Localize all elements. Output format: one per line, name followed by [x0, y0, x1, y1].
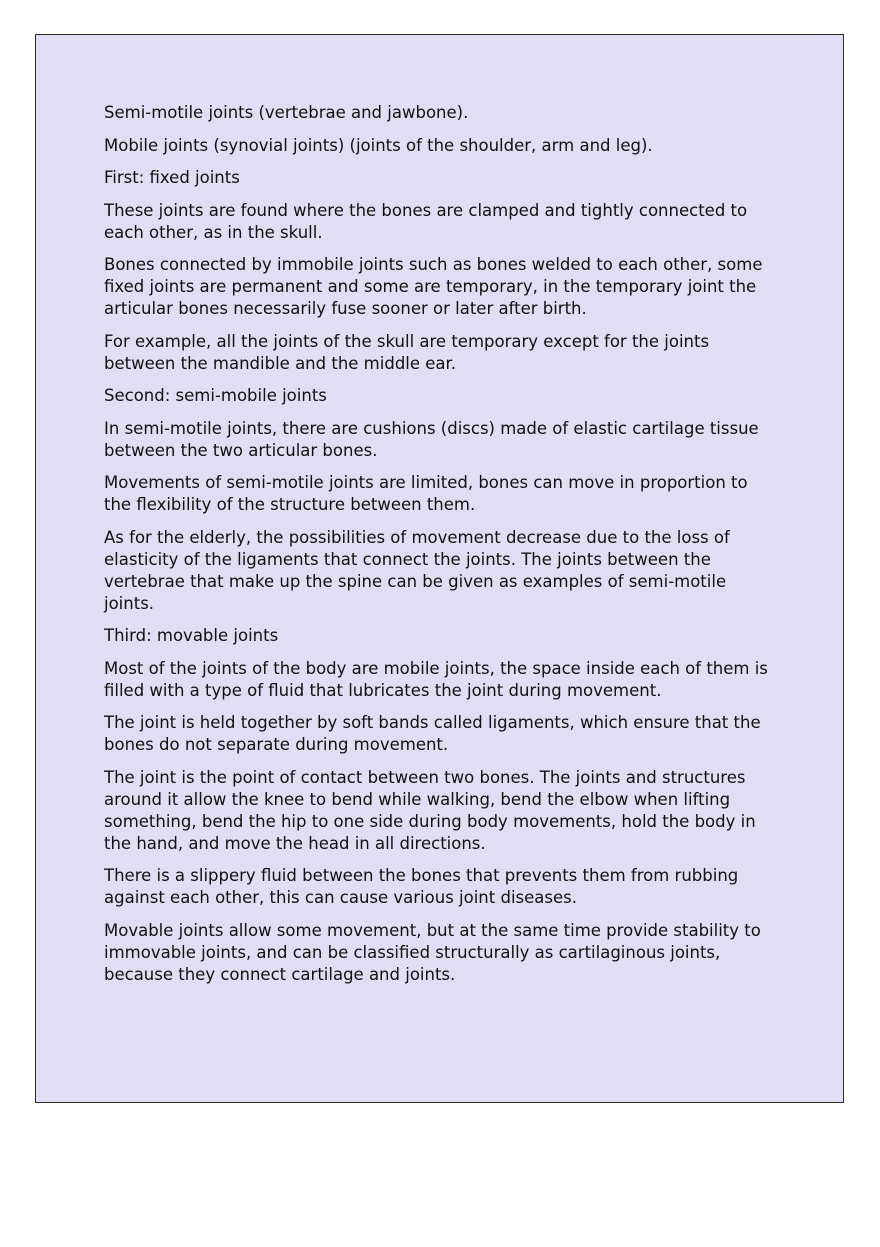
- paragraph-semi-motile-movement: Movements of semi-motile joints are limited, bones can move in proportion to the flexibility of the structure between them.: [104, 473, 748, 514]
- paragraph-fixed-description: These joints are found where the bones are clamped and tightly connected to each other, as in the skull.: [104, 200, 748, 242]
- heading-movable-joints: Third: movable joints: [104, 626, 279, 645]
- paragraph-mobile-fluid: Most of the joints of the body are mobile joints, the space inside each of them is filled with a type of fluid that lubricates the joint during movement.: [104, 658, 768, 700]
- paragraph-semi-motile-intro: Semi-motile joints (vertebrae and jawbone).: [104, 103, 469, 122]
- paragraph-movable-stability: Movable joints allow some movement, but at the same time provide stability to immovable joints, and can be classified structurally as cartilaginous joints, because they connect cartilage and joints.: [104, 920, 761, 984]
- text-box: [35, 34, 844, 1103]
- paragraph-ligaments: The joint is held together by soft bands called ligaments, which ensure that the bones do not separate during movement.: [104, 713, 761, 754]
- heading-fixed-joints: First: fixed joints: [104, 168, 240, 187]
- paragraph-skull-example: For example, all the joints of the skull are temporary except for the joints between the mandible and the middle ear.: [104, 331, 710, 373]
- paragraph-elderly: As for the elderly, the possibilities of movement decrease due to the loss of elasticity of the ligaments that connect the joints. The joints between the vertebrae that make up the spine can be given as examples of semi-motile joints.: [104, 527, 730, 613]
- paragraph-mobile-intro: Mobile joints (synovial joints) (joints of the shoulder, arm and leg).: [104, 135, 653, 155]
- heading-semi-mobile-joints: Second: semi-mobile joints: [104, 386, 327, 405]
- paragraph-joint-contact: The joint is the point of contact between two bones. The joints and structures around it allow the knee to bend while walking, bend the elbow when lifting something, bend the hip to one side during body movements, hold the body in the hand, and move the head in all directions.: [104, 767, 756, 853]
- paragraph-semi-motile-discs: In semi-motile joints, there are cushions (discs) made of elastic cartilage tissue between the two articular bones.: [104, 418, 759, 460]
- paragraph-slippery-fluid: There is a slippery fluid between the bones that prevents them from rubbing against each other, this can cause various joint diseases.: [104, 866, 739, 907]
- paragraph-fixed-types: Bones connected by immobile joints such as bones welded to each other, some fixed joints are permanent and some are temporary, in the temporary joint the articular bones necessarily fuse sooner or later after birth.: [104, 255, 763, 318]
